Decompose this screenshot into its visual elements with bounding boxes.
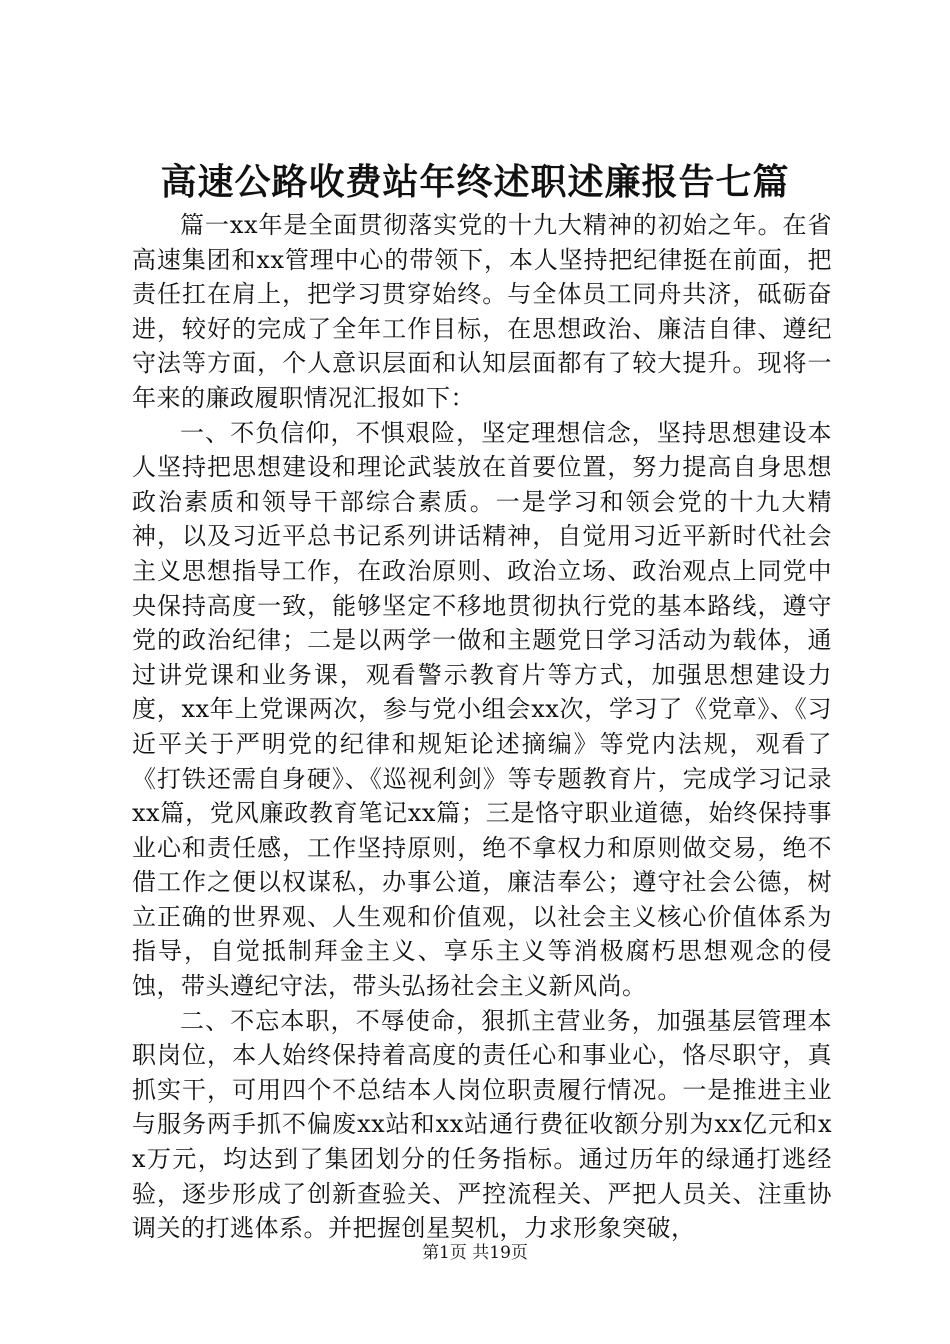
- document-title: 高速公路收费站年终述职述廉报告七篇: [160, 161, 790, 203]
- page-number-footer: 第1页 共19页: [422, 1243, 528, 1263]
- paragraph-intro: 篇一xx年是全面贯彻落实党的十九大精神的初始之年。在省高速集团和xx管理中心的带领下，本人坚持把纪律挺在前面，把责任扛在肩上，把学习贯穿始终。与全体员工同舟共济，砥砺奋进，较好的完成了全年工作目标，在思想政治、廉洁自律、遵纪守法等方面，个人意识层面和认知层面都有了较大提升。现将一年来的廉政履职情况汇报如下：: [132, 211, 832, 412]
- document-body: [132, 208, 832, 1246]
- paragraph-section-two: 二、不忘本职，不辱使命，狠抓主营业务，加强基层管理本职岗位，本人始终保持着高度的责任心和事业心，恪尽职守，真抓实干，可用四个不总结本人岗位职责履行情况。一是推进主业与服务两手抓不偏废xx站和xx站通行费征收额分别为xx亿元和xx万元，均达到了集团划分的任务指标。通过历年的绿通打逃经验，逐步形成了创新查验关、严控流程关、严把人员关、注重协调关的打逃体系。并把握创星契机，力求形象突破，: [132, 1006, 832, 1243]
- paragraph-section-one: 一、不负信仰，不惧艰险，坚定理想信念，坚持思想建设本人坚持把思想建设和理论武装放在首要位置，努力提高自身思想政治素质和领导干部综合素质。一是学习和领会党的十九大精神，以及习近平总书记系列讲话精神，自觉用习近平新时代社会主义思想指导工作，在政治原则、政治立场、政治观点上同党中央保持高度一致，能够坚定不移地贯彻执行党的基本路线，遵守党的政治纪律；二是以两学一做和主题党日学习活动为载体，通过讲党课和业务课，观看警示教育片等方式，加强思想建设力度，xx年上党课两次，参与党小组会xx次，学习了《党章》、《习近平关于严明党的纪律和规矩论述摘编》等党内法规，观看了《打铁还需自身硬》、《巡视利剑》等专题教育片，完成学习记录xx篇，党风廉政教育笔记xx篇；三是恪守职业道德，始终保持事业心和责任感，工作坚持原则，绝不拿权力和原则做交易，绝不借工作之便以权谋私，办事公道，廉洁奉公；遵守社会公德，树立正确的世界观、人生观和价值观，以社会主义核心价值体系为指导，自觉抵制拜金主义、享乐主义等消极腐朽思想观念的侵蚀，带头遵纪守法，带头弘扬社会主义新风尚。: [132, 418, 832, 1001]
